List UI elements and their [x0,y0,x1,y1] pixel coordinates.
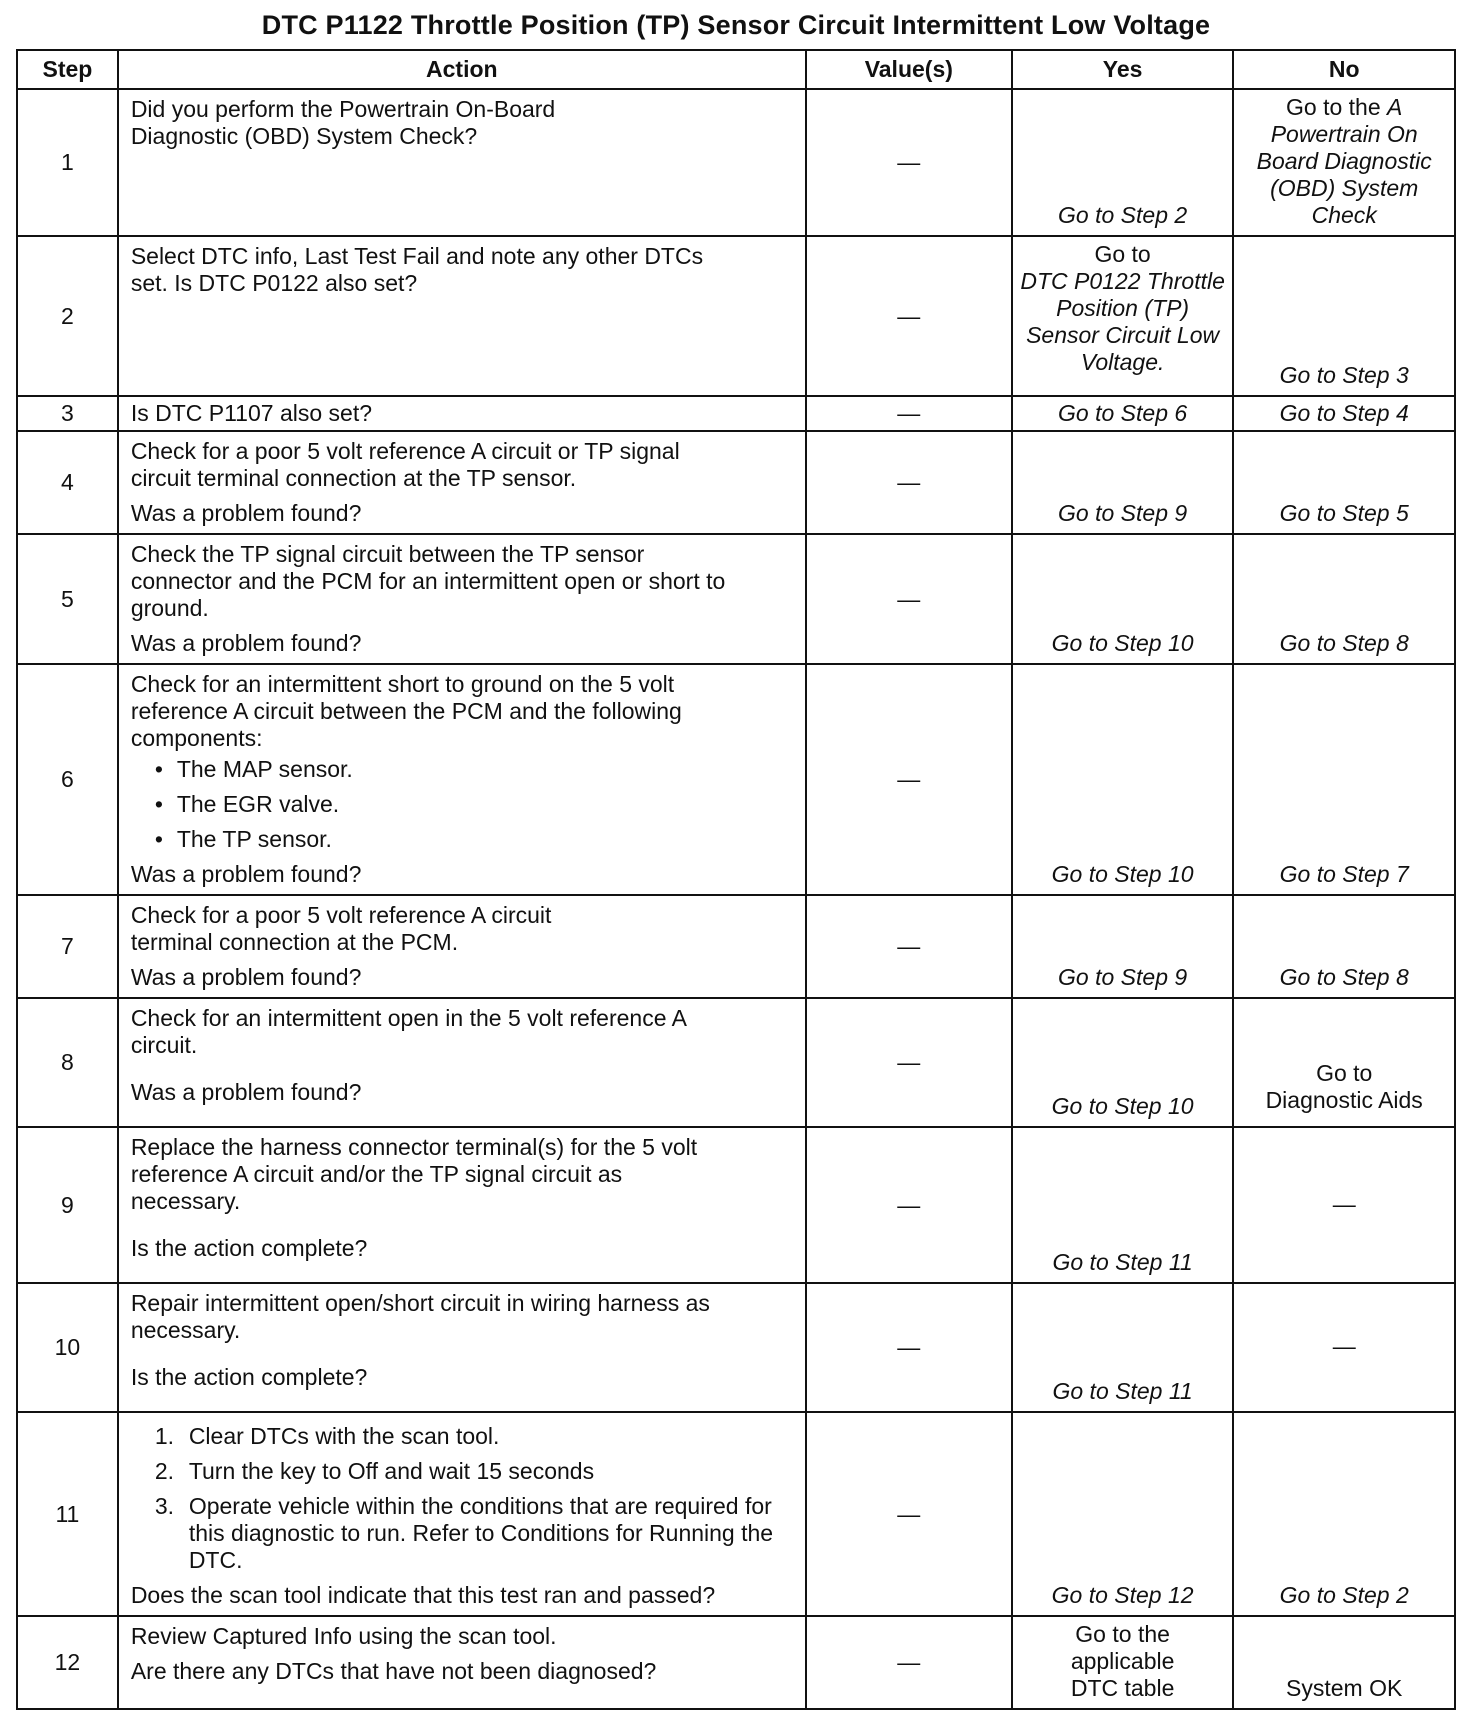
action-cell [118,1127,806,1283]
action-text: Check for a poor 5 volt reference A circuit or TP signal [130,438,680,464]
no-link[interactable]: Go to Step 4 [1233,396,1455,431]
action-text: Check for a poor 5 volt reference A circuit [130,902,552,928]
value-cell: — [806,89,1012,236]
no-reference: A Powertrain On Board Diagnostic (OBD) System Check [1256,94,1432,228]
action-cell [118,1283,806,1412]
action-question: Was a problem found? [130,964,362,990]
yes-link[interactable]: Go to Step 11 [1012,1283,1234,1412]
step-number: 5 [17,534,118,664]
list-item: • The TP sensor. [177,826,795,853]
action-text: Is DTC P1107 also set? [130,400,372,426]
no-value: — [1233,1127,1455,1283]
no-link[interactable]: Go to Step 8 [1233,895,1455,998]
no-link[interactable] [1233,998,1455,1127]
yes-link[interactable]: Go to Step 6 [1012,396,1234,431]
step-index: 1. [154,1423,174,1449]
action-text: connector and the PCM for an intermittent open or short to [130,568,726,594]
col-header-action: Action [118,50,806,89]
step-number: 12 [17,1616,118,1709]
action-cell [118,1412,806,1616]
table-row [17,895,1455,998]
action-cell [118,534,806,664]
step-number: 8 [17,998,118,1127]
action-text: reference A circuit between the PCM and the following [130,698,682,724]
yes-text: applicable [1070,1648,1175,1674]
yes-text: DTC table [1070,1675,1175,1701]
table-row [17,998,1455,1127]
action-text: circuit. [130,1032,198,1058]
table-row [17,396,1455,431]
no-link[interactable]: Go to Step 8 [1233,534,1455,664]
action-cell [118,998,806,1127]
list-item [154,1493,795,1574]
no-link[interactable] [1233,89,1455,236]
action-text: Diagnostic (OBD) System Check? [130,123,478,149]
value-cell: — [806,1616,1012,1709]
action-text: Check the TP signal circuit between the TP sensor [130,541,645,567]
action-text: Replace the harness connector terminal(s) for the 5 volt [130,1134,698,1160]
action-cell [118,89,806,236]
step-number: 1 [17,89,118,236]
step-number: 9 [17,1127,118,1283]
list-item [154,1458,795,1485]
action-text: Review Captured Info using the scan tool. [130,1623,557,1649]
yes-link[interactable] [1012,1616,1234,1709]
list-item: • The EGR valve. [177,791,795,818]
yes-text: Go to the [1075,1621,1170,1647]
yes-prefix: Go to [1094,241,1151,267]
action-text: necessary. [130,1317,241,1343]
table-row [17,1412,1455,1616]
no-prefix: Go to the [1286,94,1388,120]
yes-link[interactable]: Go to Step 2 [1012,89,1234,236]
table-row [17,236,1455,396]
action-text: necessary. [130,1188,241,1214]
table-row [17,1283,1455,1412]
action-text: Check for an intermittent open in the 5 volt reference A [130,1005,687,1031]
step-number: 11 [17,1412,118,1616]
value-cell: — [806,534,1012,664]
value-cell: — [806,396,1012,431]
value-cell: — [806,895,1012,998]
value-cell: — [806,236,1012,396]
step-number: 4 [17,431,118,534]
no-value: — [1233,1283,1455,1412]
yes-link[interactable]: Go to Step 11 [1012,1127,1234,1283]
table-row [17,664,1455,895]
table-row [17,534,1455,664]
value-cell: — [806,998,1012,1127]
col-header-yes: Yes [1012,50,1234,89]
step-number: 6 [17,664,118,895]
action-text: ground. [130,595,209,621]
action-text: components: [130,725,263,751]
action-cell [118,1616,806,1709]
action-cell [118,396,806,431]
header-row [17,50,1455,89]
action-question: Is the action complete? [130,1235,368,1261]
no-link[interactable]: Go to Step 3 [1233,236,1455,396]
action-text: reference A circuit and/or the TP signal circuit as [130,1161,623,1187]
action-question: Was a problem found? [130,630,362,656]
procedure-list [131,1423,795,1574]
table-row [17,1127,1455,1283]
list-item-text: Turn the key to Off and wait 15 seconds [188,1458,595,1484]
action-question: Was a problem found? [130,861,362,887]
step-index: 3. [154,1493,174,1519]
list-item: • The MAP sensor. [177,756,795,783]
action-cell [118,431,806,534]
step-number: 3 [17,396,118,431]
action-cell [118,895,806,998]
yes-link[interactable]: Go to Step 10 [1012,534,1234,664]
list-item-text: Clear DTCs with the scan tool. [188,1423,500,1449]
list-item [154,1423,795,1450]
action-text: Check for an intermittent short to ground on the 5 volt [130,671,675,697]
table-row [17,89,1455,236]
yes-link[interactable]: Go to Step 10 [1012,998,1234,1127]
step-index: 2. [154,1458,174,1484]
yes-link[interactable]: Go to Step 10 [1012,664,1234,895]
no-link[interactable]: Go to Step 5 [1233,431,1455,534]
yes-link[interactable]: Go to Step 12 [1012,1412,1234,1616]
step-number: 10 [17,1283,118,1412]
action-text: set. Is DTC P0122 also set? [130,270,418,296]
value-cell: — [806,1283,1012,1412]
col-header-step: Step [17,50,118,89]
page-title: DTC P1122 Throttle Position (TP) Sensor Circuit Intermittent Low Voltage [261,10,1211,40]
table-row [17,431,1455,534]
list-item-text: Operate vehicle within the conditions that are required for this diagnostic to run. Refer to Conditions for Running the DTC. [188,1493,774,1573]
yes-link[interactable]: Go to Step 9 [1012,895,1234,998]
col-header-values: Value(s) [806,50,1012,89]
action-cell [118,236,806,396]
value-cell: — [806,431,1012,534]
step-number: 7 [17,895,118,998]
value-cell: — [806,664,1012,895]
action-question: Is the action complete? [130,1364,368,1390]
table-row [17,1616,1455,1709]
action-text: Did you perform the Powertrain On-Board [130,96,556,122]
no-link[interactable]: Go to Step 7 [1233,664,1455,895]
action-text: circuit terminal connection at the TP sensor. [130,465,577,491]
action-text: terminal connection at the PCM. [130,929,459,955]
yes-reference: DTC P0122 Throttle Position (TP) Sensor Circuit Low Voltage. [1020,268,1225,375]
component-list [131,756,795,853]
action-cell [118,664,806,895]
action-text: Select DTC info, Last Test Fail and note any other DTCs [130,243,704,269]
action-question: Was a problem found? [130,1079,362,1105]
no-prefix: Go to [1316,1060,1373,1086]
col-header-no: No [1233,50,1455,89]
step-number: 2 [17,236,118,396]
yes-link[interactable] [1012,236,1234,396]
no-value: System OK [1233,1616,1455,1709]
no-link[interactable]: Go to Step 2 [1233,1412,1455,1616]
action-question: Are there any DTCs that have not been diagnosed? [130,1658,657,1684]
action-question: Was a problem found? [130,500,362,526]
action-question: Does the scan tool indicate that this test ran and passed? [130,1582,716,1608]
action-text: Repair intermittent open/short circuit in wiring harness as [130,1290,710,1316]
no-reference: Diagnostic Aids [1265,1087,1423,1113]
value-cell: — [806,1412,1012,1616]
value-cell: — [806,1127,1012,1283]
diagnostic-table [16,49,1456,1710]
yes-link[interactable]: Go to Step 9 [1012,431,1234,534]
